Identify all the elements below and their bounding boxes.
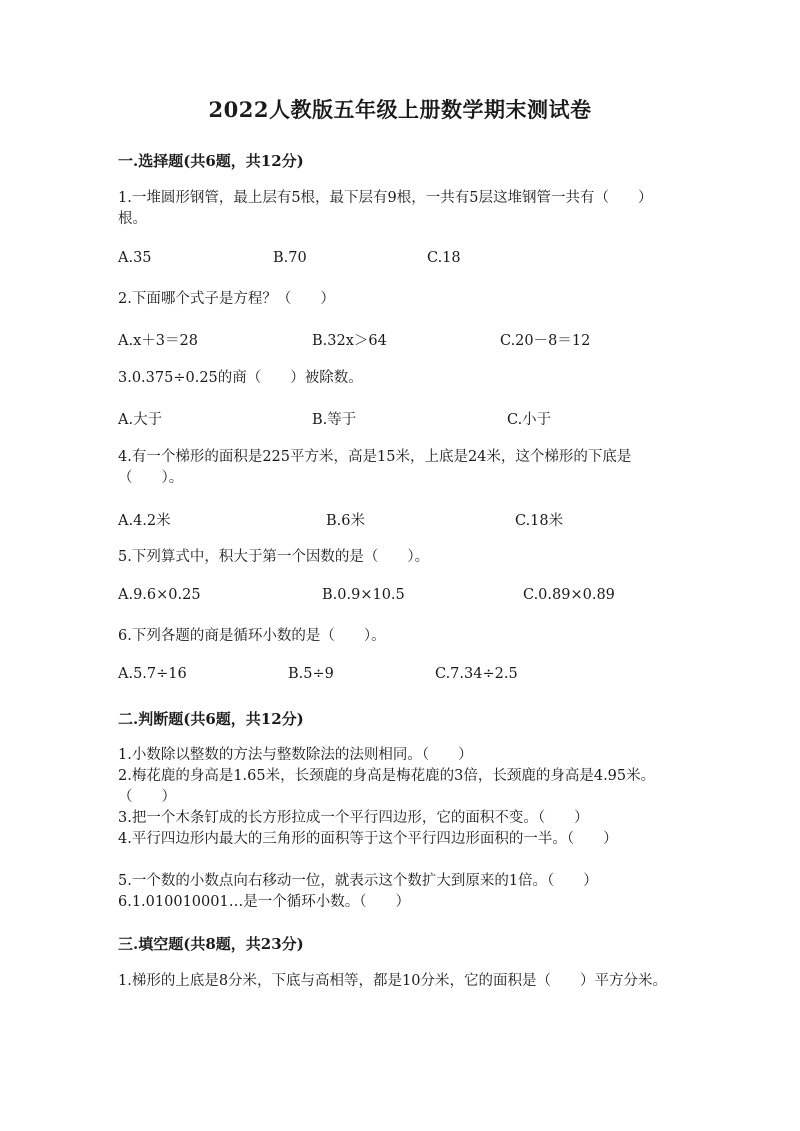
choice-option: C.7.34÷2.5 xyxy=(435,666,518,682)
choice-question-3: 3.0.375÷0.25的商（ ）被除数。 xyxy=(118,370,363,386)
judge-item-6: 6.1.010010001…是一个循环小数。（ ） xyxy=(118,894,410,910)
fill-question-1: 1.梯形的上底是8分米，下底与高相等，都是10分米，它的面积是（ ）平方分米。 xyxy=(118,973,668,989)
choice-option: C.18 xyxy=(427,250,461,266)
choice-option: A.x＋3＝28 xyxy=(118,333,198,349)
page-title: 2022人教版五年级上册数学期末测试卷 xyxy=(208,97,592,122)
choice-option: A.35 xyxy=(118,250,152,266)
choice-option: C.18米 xyxy=(515,513,564,529)
judge-item-3: 3.把一个木条钉成的长方形拉成一个平行四边形，它的面积不变。（ ） xyxy=(118,810,589,826)
choice-question-6: 6.下列各题的商是循环小数的是（ ）。 xyxy=(118,628,386,644)
choice-option: B.0.9×10.5 xyxy=(322,587,405,603)
choice-option: A.4.2米 xyxy=(118,513,171,529)
judge-item-2: 2.梅花鹿的身高是1.65米，长颈鹿的身高是梅花鹿的3倍，长颈鹿的身高是4.95米。（ ） xyxy=(118,768,656,805)
choice-option: B.70 xyxy=(273,250,307,266)
choice-option: B.5÷9 xyxy=(288,666,334,682)
section-heading-choice: 一.选择题(共6题，共12分) xyxy=(118,152,304,170)
choice-option: C.20－8＝12 xyxy=(500,333,591,349)
choice-question-4: 4.有一个梯形的面积是225平方米，高是15米，上底是24米，这个梯形的下底是（ ）。 xyxy=(118,449,632,486)
choice-option: B.32x＞64 xyxy=(312,333,387,349)
choice-option: C.小于 xyxy=(507,412,552,428)
choice-option: B.等于 xyxy=(312,412,357,428)
judge-item-5: 5.一个数的小数点向右移动一位，就表示这个数扩大到原来的1倍。（ ） xyxy=(118,873,598,889)
choice-option: C.0.89×0.89 xyxy=(523,587,615,603)
section-heading-fill: 三.填空题(共8题，共23分) xyxy=(118,935,304,953)
choice-question-1: 1.一堆圆形钢管，最上层有5根，最下层有9根，一共有5层这堆钢管一共有（ ）根。 xyxy=(118,190,653,227)
choice-option: A.大于 xyxy=(118,412,163,428)
judge-item-4: 4.平行四边形内最大的三角形的面积等于这个平行四边形面积的一半。（ ） xyxy=(118,831,618,847)
choice-option: A.5.7÷16 xyxy=(118,666,187,682)
choice-question-5: 5.下列算式中，积大于第一个因数的是（ ）。 xyxy=(118,549,430,565)
section-heading-judge: 二.判断题(共6题，共12分) xyxy=(118,710,304,728)
judge-item-1: 1.小数除以整数的方法与整数除法的法则相同。（ ） xyxy=(118,747,473,763)
choice-option: A.9.6×0.25 xyxy=(118,587,201,603)
choice-option: B.6米 xyxy=(326,513,365,529)
choice-question-2: 2.下面哪个式子是方程？（ ） xyxy=(118,291,335,307)
